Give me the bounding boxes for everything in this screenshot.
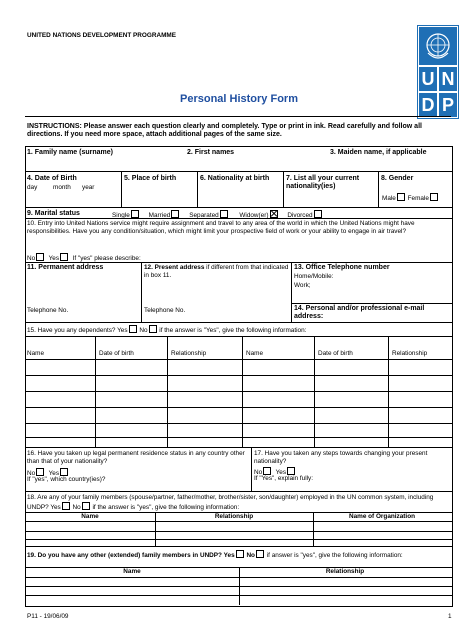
form-title: Personal History Form [180,93,298,105]
un-emblem-icon [419,27,457,65]
footer-page: 1 [448,613,452,620]
q1-label: 1. Family name (surname) [27,149,113,156]
org-name: UNITED NATIONS DEVELOPMENT PROGRAMME [27,32,176,39]
q12-label: 12. Present address if different from that indicated in box 11. [144,264,289,279]
q4-label: 4. Date of Birth [27,175,77,182]
q6-label: 6. Nationality at birth [200,175,270,182]
female-label: Female [407,195,429,202]
dep-header-rel-2: Relationship [392,350,428,357]
q17-options: No Yes [254,467,296,477]
q19-line: 19. Do you have any other (extended) family members in UNDP? Yes No if answer is "yes", give the following information: [27,552,403,559]
q18-header-org: Name of Organization [348,513,416,520]
widow-checkbox[interactable] [270,210,278,218]
q13-home: Home/Mobile: [294,273,334,280]
q16-no-checkbox[interactable] [36,468,44,476]
q18-line: 18. Are any of your family members (spouse/partner, father/mother, brother/sister, son/daughter) employed in the UN common system, including UNDP? Yes No if the answer is "yes", give the following information: [27,494,434,511]
q10-yes-checkbox[interactable] [60,253,68,261]
q17-yes-checkbox[interactable] [287,467,295,475]
divorced-label: Divorced [287,212,313,219]
q17-no-checkbox[interactable] [263,467,271,475]
q18-header-name: Name [81,513,99,520]
q14-label: 14. Personal and/or professional e-mail address: [294,305,425,321]
separated-label: Separated [189,212,219,219]
q18-yes-checkbox[interactable] [62,502,70,510]
dep-header-dob-1: Date of birth [99,350,134,357]
dep-header-name-2: Name [246,350,264,357]
dep-header-name-1: Name [27,350,45,357]
q11-label: 11. Permanent address [27,264,104,271]
dep-header-rel-1: Relationship [171,350,207,357]
logo-letter-n: N [439,67,457,91]
q18-header-rel: Relationship [214,513,254,520]
q4-day: day [27,184,38,191]
widow-label: Widow(er) [239,212,269,219]
q16-which: If "yes", which country(ies)? [27,476,106,483]
gender-options [382,193,439,203]
male-label: Male [382,195,396,202]
male-checkbox[interactable] [397,193,405,201]
rule [25,116,451,117]
q19-yes-checkbox[interactable] [236,550,244,558]
q16-text: 16. Have you taken up legal permanent residence status in any country other than that of your nationality? [27,450,245,465]
separated-checkbox[interactable] [220,210,228,218]
single-checkbox[interactable] [131,210,139,218]
q15-no-checkbox[interactable] [149,325,157,333]
undp-logo [417,25,459,119]
female-checkbox[interactable] [430,193,438,201]
q5-label: 5. Place of birth [124,175,177,182]
divorced-checkbox[interactable] [314,210,322,218]
q7-label: 7. List all your current nationality(ies) [286,175,360,191]
q19-header-name: Name [123,568,141,575]
q4-month: month [53,184,71,191]
q10-text: 10. Entry into United Nations service might require assignment and travel to any area of the world in which the United Nations might have responsibilities. Have you any condition/situation, which might limit your prospective field of work or your ability to engage in air travel? [27,220,415,235]
single-label: Single [112,212,130,219]
logo-letter-u: U [419,67,437,91]
q10-yes-label: Yes [48,255,60,262]
q19-header-rel: Relationship [325,568,365,575]
married-label: Married [148,212,171,219]
q9-label: 9. Marital status [27,210,80,217]
name-input[interactable] [27,158,449,170]
q3-label: 3. Maiden name, if applicable [330,149,427,156]
q19-no-checkbox[interactable] [256,550,264,558]
q16-options: No Yes [27,468,69,478]
q10-describe-label: If "yes" please describe: [72,255,141,262]
q2-label: 2. First names [187,149,235,156]
logo-letter-d: D [419,93,437,117]
q15-line: 15. Have you any dependents? Yes No if the answer is "Yes", give the following information: [27,327,307,334]
q17-text: 17. Have you taken any steps towards changing your present nationality? [254,450,428,465]
q15-yes-checkbox[interactable] [129,325,137,333]
q13-work: Work; [294,282,311,289]
q10-no-label: No [27,255,36,262]
married-checkbox[interactable] [171,210,179,218]
q16-yes-checkbox[interactable] [60,468,68,476]
q13-label: 13. Office Telephone number [294,264,390,271]
q4-year: year [82,184,95,191]
q8-label: 8. Gender [381,175,414,182]
logo-letter-p: P [439,93,457,117]
dep-header-dob-2: Date of birth [318,350,353,357]
q17-explain: If "Yes", explain fully: [254,475,314,482]
q12-tel: Telephone No. [144,307,186,314]
footer-code: P11 - 19/06/09 [27,613,69,620]
q10-no-checkbox[interactable] [36,253,44,261]
q11-tel: Telephone No. [27,307,69,314]
q18-no-checkbox[interactable] [82,502,90,510]
instructions: INSTRUCTIONS: Please answer each question clearly and completely. Type or print in ink. Read carefully and follow all directions. If you need more space, attach additional pages of the same size. [27,123,422,139]
